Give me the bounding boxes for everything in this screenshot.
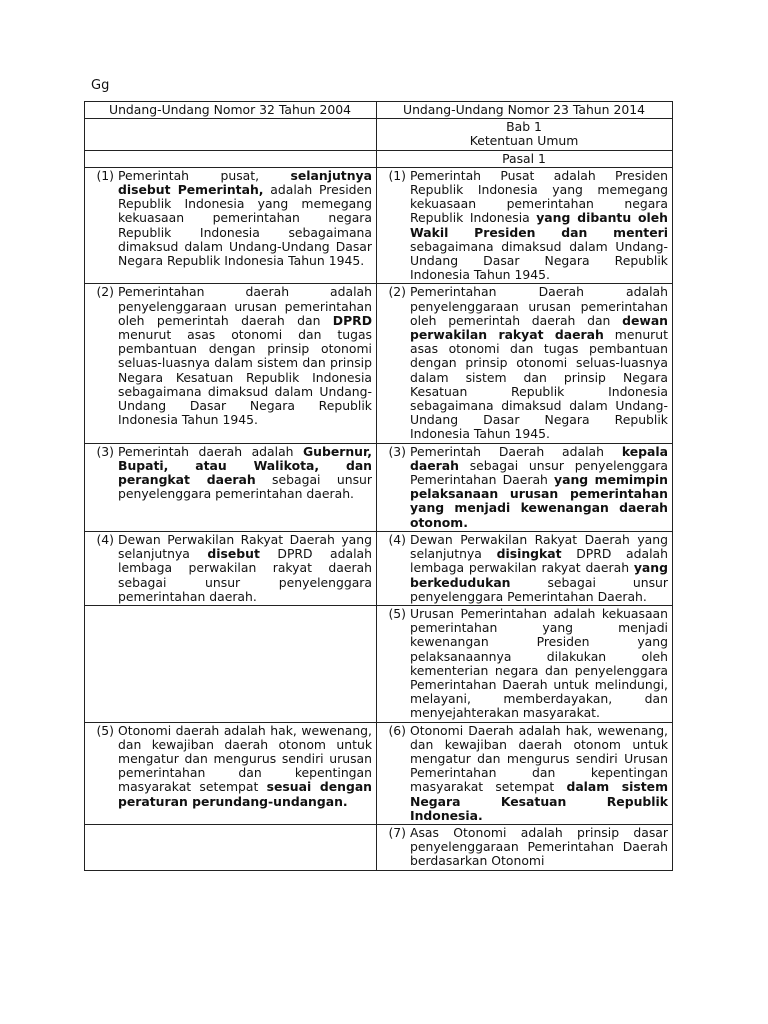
article-item: [380, 533, 668, 604]
article-cell-right: [377, 824, 673, 870]
article-number: (7): [388, 824, 406, 840]
article-text: [118, 445, 372, 502]
article-row: [85, 722, 673, 824]
article-text: [410, 533, 668, 604]
emphasized-text: yang berkedudukan: [410, 560, 668, 590]
text-segment: Pemerintah Pusat adalah Presiden Republik Indonesia yang memegang kekuasaan pemerintahan negara Republik Indonesia: [410, 167, 668, 226]
article-cell-right: [377, 531, 673, 605]
text-segment: Pemerintahan Daerah adalah penyelenggaraan urusan pemerintahan oleh pemerintah daerah dan: [410, 284, 668, 328]
text-segment: Dewan Perwakilan Rakyat Daerah yang selanjutnya: [118, 531, 372, 562]
article-number: (3): [388, 443, 406, 459]
text-segment: Pemerintah pusat,: [118, 167, 291, 183]
article-cell-left: [85, 722, 377, 824]
article-item: [88, 445, 372, 502]
emphasized-text: Gubernur, Bupati, atau Walikota, dan perangkat daerah: [118, 443, 372, 488]
article-text: [118, 169, 372, 268]
article-cell-right: [377, 722, 673, 824]
article-cell-left: [85, 284, 377, 443]
chapter-row: [85, 119, 673, 150]
text-segment: Otonomi daerah adalah hak, wewenang, dan kewajiban daerah otonom untuk mengatur dan mengurus sendiri urusan pemerintahan dan kepentingan masyarakat setempat: [118, 722, 372, 795]
article-cell-right: [377, 284, 673, 443]
text-segment: DPRD adalah lembaga perwakilan rakyat daerah: [410, 546, 668, 576]
pasal-left-empty: [85, 150, 377, 167]
article-number: (4): [388, 531, 406, 547]
text-segment: Pemerintah daerah adalah: [118, 443, 303, 459]
text-segment: sebagai unsur penyelenggara pemerintahan daerah.: [118, 472, 372, 502]
article-item: [380, 169, 668, 283]
text-segment: menurut asas otonomi dan tugas pembantuan dengan prinsip otonomi seluas-luasnya dalam sistem dan prinsip Negara Kesatuan Republik Indonesia sebagaimana dimaksud dalam Undang-Undang Dasar Negara Republik Indonesia Tahun 1945.: [410, 327, 668, 442]
emphasized-text: yang dibantu oleh Wakil Presiden dan menteri: [410, 210, 668, 240]
text-segment: sebagaimana dimaksud dalam Undang-Undang Dasar Negara Republik Indonesia Tahun 1945.: [410, 238, 668, 283]
article-cell-right: [377, 605, 673, 722]
article-item: [380, 826, 668, 869]
article-item: [380, 445, 668, 530]
article-number: (1): [96, 167, 114, 183]
article-number: (5): [96, 722, 114, 738]
article-number: (3): [96, 443, 114, 459]
text-segment: menurut asas otonomi dan tugas pembantuan dengan prinsip otonomi seluas-luasnya dalam sistem dan prinsip Negara Kesatuan Republik Indonesia sebagaimana dimaksud dalam Undang-Undang Dasar Negara Republik Indonesia Tahun 1945.: [118, 327, 372, 428]
emphasized-text: disebut: [207, 546, 260, 562]
article-cell-left: [85, 531, 377, 605]
text-segment: sebagai unsur penyelenggara Pemerintahan Daerah: [410, 457, 668, 488]
article-row: [85, 284, 673, 443]
text-segment: adalah Presiden Republik Indonesia yang memegang kekuasaan pemerintahan negara Republik Indonesia sebagaimana dimaksud dalam Undang-Undang Dasar Negara Republik Indonesia Tahun 1945.: [118, 182, 372, 269]
text-segment: Urusan Pemerintahan adalah kekuasaan pemerintahan yang menjadi kewenangan Presiden yang pelaksanaannya dilakukan oleh kementerian negara dan penyelenggara Pemerintahan Daerah untuk melindungi, melayani, memberdayakan, dan menyejahterakan masyarakat.: [410, 605, 668, 721]
article-number: (6): [388, 722, 406, 738]
article-item: [88, 533, 372, 604]
article-number: (4): [96, 531, 114, 547]
header-row: [85, 102, 673, 119]
article-text: [410, 607, 668, 721]
emphasized-text: disingkat: [496, 546, 562, 562]
article-row: [85, 605, 673, 722]
article-row: [85, 531, 673, 605]
article-item: [380, 285, 668, 441]
emphasized-text: selanjutnya disebut Pemerintah,: [118, 167, 372, 198]
article-row: [85, 167, 673, 284]
emphasized-text: yang memimpin pelaksanaan urusan pemerintahan yang menjadi kewenangan daerah otonom.: [410, 472, 668, 530]
text-segment: sebagai unsur penyelenggara Pemerintahan Daerah.: [410, 574, 668, 604]
article-cell-left: [85, 443, 377, 531]
page-marker: Gg: [91, 78, 110, 93]
text-segment: DPRD adalah lembaga perwakilan rakyat daerah sebagai unsur penyelenggara pemerintahan daerah.: [118, 546, 372, 604]
article-row: [85, 443, 673, 531]
pasal-cell: Pasal 1: [377, 150, 673, 167]
article-text: [118, 724, 372, 809]
article-cell-left: [85, 824, 377, 870]
text-segment: Pemerintah Daerah adalah: [410, 443, 622, 459]
chapter-left-empty: [85, 119, 377, 150]
article-cell-left: [85, 167, 377, 284]
article-text: [410, 169, 668, 283]
header-left: Undang-Undang Nomor 32 Tahun 2004: [85, 102, 377, 119]
emphasized-text: DPRD: [332, 312, 372, 328]
article-cell-left: [85, 605, 377, 722]
article-text: [118, 285, 372, 427]
text-segment: Pemerintahan daerah adalah penyelenggaraan urusan pemerintahan oleh pemerintah daerah dan: [118, 284, 372, 328]
article-number: (1): [388, 167, 406, 183]
article-item: [88, 724, 372, 809]
article-item: [380, 724, 668, 823]
article-cell-right: [377, 443, 673, 531]
emphasized-text: dalam sistem Negara Kesatuan Republik Indonesia.: [410, 779, 668, 823]
emphasized-text: kepala daerah: [410, 443, 668, 473]
article-row: [85, 824, 673, 870]
chapter-title: Ketentuan Umum: [469, 133, 579, 149]
article-number: (5): [388, 605, 406, 621]
article-item: [380, 607, 668, 721]
article-text: [410, 445, 668, 530]
comparison-table: [84, 101, 673, 871]
emphasized-text: dewan perwakilan rakyat daerah: [410, 312, 668, 343]
article-text: [410, 826, 668, 869]
article-text: [410, 724, 668, 823]
header-right: Undang-Undang Nomor 23 Tahun 2014: [377, 102, 673, 119]
article-number: (2): [388, 284, 406, 300]
chapter-bab: Bab 1: [506, 119, 542, 135]
pasal-row: [85, 150, 673, 167]
text-segment: Asas Otonomi adalah prinsip dasar penyelenggaraan Pemerintahan Daerah berdasarkan Otonomi: [410, 824, 668, 869]
article-item: [88, 285, 372, 427]
article-item: [88, 169, 372, 268]
chapter-cell: [377, 119, 673, 150]
article-number: (2): [96, 284, 114, 300]
article-cell-right: [377, 167, 673, 284]
text-segment: Otonomi Daerah adalah hak, wewenang, dan kewajiban daerah otonom untuk mengatur dan mengurus sendiri Urusan Pemerintahan dan kepentingan masyarakat setempat: [410, 722, 668, 795]
text-segment: Dewan Perwakilan Rakyat Daerah yang selanjutnya: [410, 531, 668, 562]
article-text: [410, 285, 668, 441]
emphasized-text: sesuai dengan peraturan perundang-undangan.: [118, 779, 372, 809]
article-text: [118, 533, 372, 604]
